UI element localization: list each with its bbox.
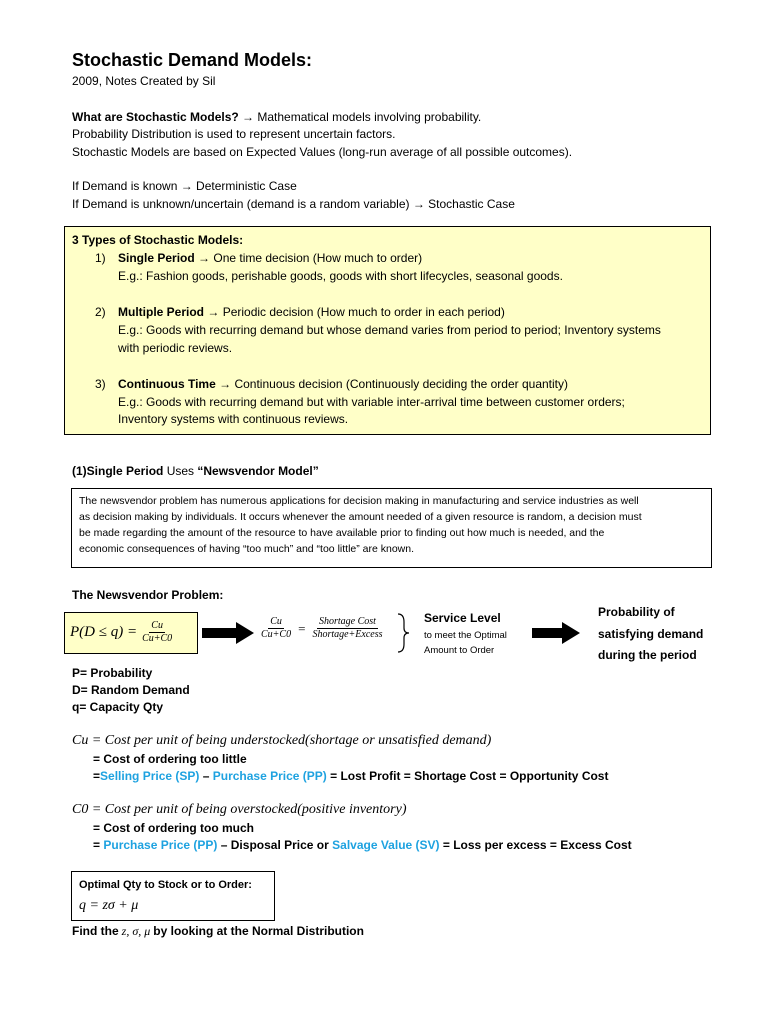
intro-line-5: If Demand is unknown/uncertain (demand is a random variable) → Stochastic Case [72, 197, 515, 211]
intro-question [72, 109, 481, 125]
cu-dash: – [199, 769, 213, 783]
cost-ratio-formula [256, 616, 388, 641]
find-pre: Find the [72, 924, 119, 938]
newsvendor-heading-quote: “Newsvendor Model” [197, 464, 319, 478]
formula-lhs: P(D ≤ q) = [70, 624, 138, 640]
newsvendor-heading-bold: (1)Single Period [72, 464, 164, 478]
right-arrow-icon-2 [532, 622, 580, 644]
c0-line-1: = Cost of ordering too much [93, 821, 254, 835]
cu-equals: = [93, 769, 101, 783]
type-3-name: Continuous Time [118, 377, 216, 391]
cu-selling-price: Selling Price (SP) [100, 769, 200, 783]
shortage-numerator: Shortage Cost [319, 616, 376, 627]
newsvendor-desc-line-2: as decision making by individuals. It occurs whenever the amount needed of a given resource is random, a decision must [79, 511, 642, 523]
newsvendor-desc-line-4: economic consequences of having “too much” and “too little” are known. [79, 543, 415, 555]
page-subtitle: 2009, Notes Created by Sil [72, 74, 216, 88]
intro-question-answer: → Mathematical models involving probability. [242, 110, 482, 124]
type-2-desc: → Periodic decision (How much to order in each period) [207, 305, 505, 319]
right-arrow-icon [202, 622, 254, 644]
probability-line-2: satisfying demand [598, 627, 704, 641]
service-level-sub-1: to meet the Optimal [424, 630, 507, 641]
find-vars: z, σ, μ [118, 924, 154, 938]
type-3-example: E.g.: Goods with recurring demand but with variable inter-arrival time between customer orders; [118, 395, 625, 409]
newsvendor-desc-line-3: be made regarding the amount of the resource to have available prior to finding out how much is needed, and the [79, 527, 605, 539]
types-heading: 3 Types of Stochastic Models: [72, 233, 244, 247]
type-1-line [118, 250, 422, 266]
find-post: by looking at the Normal Distribution [153, 924, 364, 938]
newsvendor-heading [72, 463, 319, 479]
shortage-fraction [310, 616, 384, 641]
intro-line-2: Probability Distribution is used to represent uncertain factors. [72, 127, 396, 141]
type-3-example-cont: Inventory systems with continuous reviews. [118, 412, 349, 426]
c0-formula: C0 = Cost per unit of being overstocked(positive inventory) [72, 802, 407, 817]
intro-question-label: What are Stochastic Models? [72, 110, 239, 124]
newsvendor-desc-line-1: The newsvendor problem has numerous applications for decision making in manufacturing and service industries as well [79, 495, 639, 507]
type-2-example: E.g.: Goods with recurring demand but whose demand varies from period to period; Inventory systems [118, 323, 661, 337]
cost-ratio-fraction [259, 616, 293, 641]
probability-line-3: during the period [598, 648, 697, 662]
type-1-number: 1) [95, 251, 106, 265]
page-title: Stochastic Demand Models: [72, 50, 313, 70]
probability-formula [70, 620, 177, 645]
cost-ratio-equals: = [298, 620, 306, 636]
type-3-line [118, 376, 568, 392]
service-level-sub-2: Amount to Order [424, 645, 495, 656]
newsvendor-problem-label: The Newsvendor Problem: [72, 588, 224, 602]
def-capacity-qty: q= Capacity Qty [72, 700, 164, 714]
cu-formula: Cu = Cost per unit of being understocked(shortage or unsatisfied demand) [72, 733, 492, 748]
type-2-number: 2) [95, 305, 106, 319]
type-1-name: Single Period [118, 251, 195, 265]
normal-distribution-note [72, 923, 364, 939]
type-1-example: E.g.: Fashion goods, perishable goods, goods with short lifecycles, seasonal goods. [118, 269, 563, 283]
optimal-qty-label: Optimal Qty to Stock or to Order: [79, 879, 252, 891]
cu-purchase-price: Purchase Price (PP) [212, 769, 327, 783]
probability-line-1: Probability of [598, 605, 675, 619]
c0-line-2 [93, 837, 632, 853]
type-3-desc: → Continuous decision (Continuously deciding the order quantity) [219, 377, 568, 391]
def-random-demand: D= Random Demand [72, 683, 190, 697]
cu-line-2 [93, 768, 608, 784]
right-brace-icon [396, 612, 412, 654]
c0-equals: = [93, 838, 101, 852]
cu-rest: = Lost Profit = Shortage Cost = Opportunity Cost [326, 769, 609, 783]
c0-mid: – Disposal Price or [217, 838, 333, 852]
c0-salvage-value: Salvage Value (SV) [332, 838, 440, 852]
formula-fraction [140, 620, 174, 645]
intro-line-4: If Demand is known → Deterministic Case [72, 179, 297, 193]
cost-ratio-denominator: Cu+C0 [261, 629, 292, 640]
cost-ratio-numerator: Cu [270, 616, 282, 627]
shortage-denominator: Shortage+Excess [312, 629, 383, 640]
formula-denominator: Cu+C0 [142, 633, 173, 644]
newsvendor-heading-mid: Uses [163, 464, 198, 478]
formula-numerator: Cu [151, 620, 163, 631]
service-level-label: Service Level [424, 611, 501, 625]
type-2-line [118, 304, 505, 320]
c0-purchase-price: Purchase Price (PP) [103, 838, 218, 852]
type-2-example-cont: with periodic reviews. [118, 341, 233, 355]
cu-line-1: = Cost of ordering too little [93, 752, 247, 766]
type-1-desc: → One time decision (How much to order) [198, 251, 423, 265]
intro-line-3: Stochastic Models are based on Expected Values (long-run average of all possible outcomes). [72, 145, 573, 159]
c0-rest: = Loss per excess = Excess Cost [439, 838, 632, 852]
type-2-name: Multiple Period [118, 305, 205, 319]
def-probability: P= Probability [72, 666, 153, 680]
type-3-number: 3) [95, 377, 106, 391]
optimal-qty-formula: q = zσ + μ [79, 898, 139, 913]
